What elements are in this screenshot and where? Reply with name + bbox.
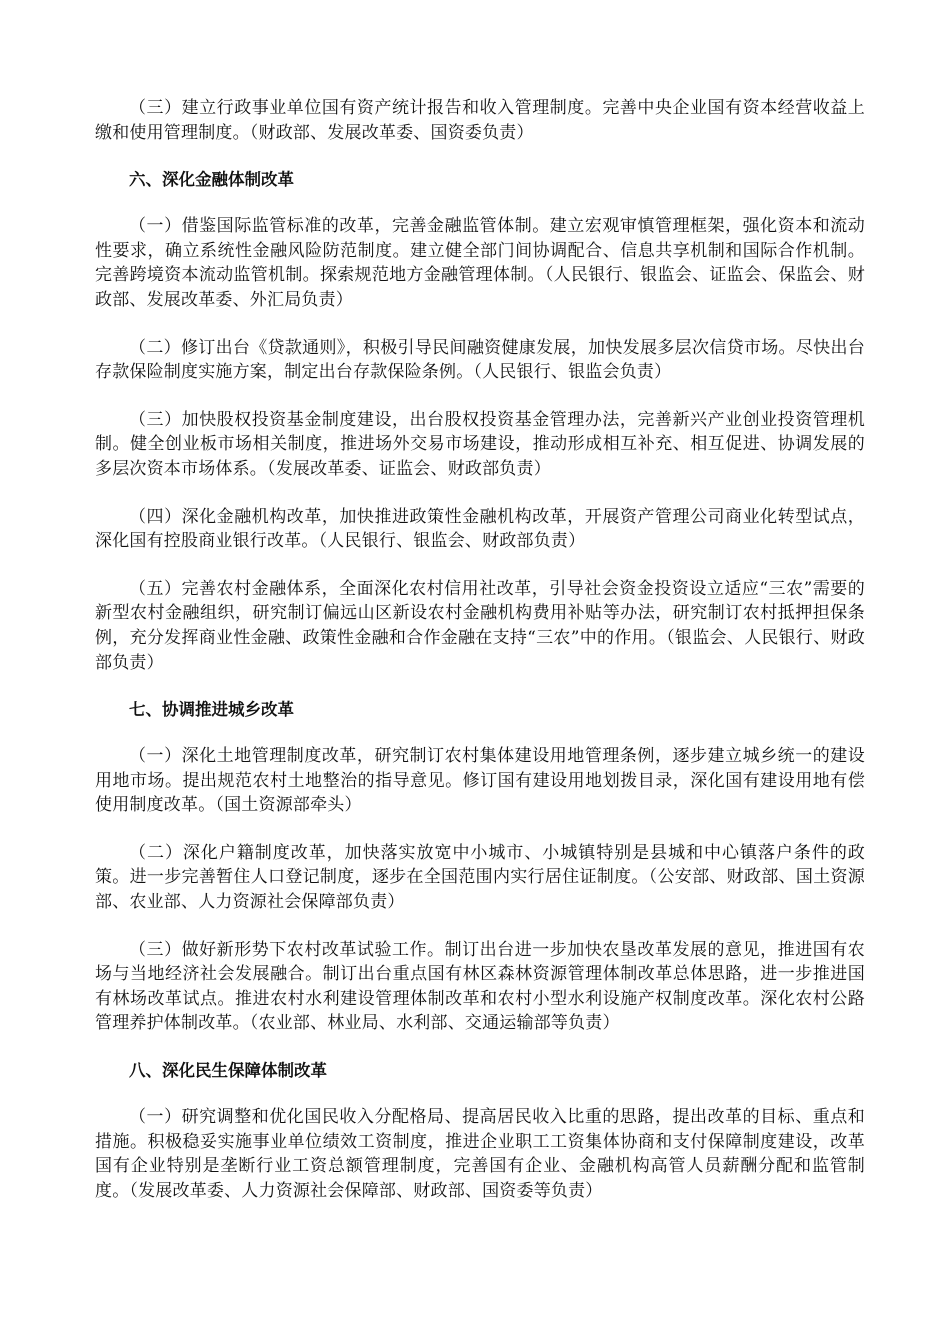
paragraph-financial-institutions: （四）深化金融机构改革，加快推进政策性金融机构改革，开展资产管理公司商业化转型试点，深化国有控股商业银行改革。（人民银行、银监会、财政部负责） <box>95 506 865 552</box>
section-heading-livelihood-reform: 八、深化民生保障体制改革 <box>129 1061 327 1081</box>
section-heading-urban-rural-reform: 七、协调推进城乡改革 <box>129 700 294 720</box>
document-page <box>95 96 865 1226</box>
paragraph-rural-reform-pilot: （三）做好新形势下农村改革试验工作。制订出台进一步加快农垦改革发展的意见，推进国有农场与当地经济社会发展融合。制订出台重点国有林区森林资源管理体制改革总体思路，进一步推进国有林场改革试点。推进农村水利建设管理体制改革和农村小型水利设施产权制度改革。深化农村公路管理养护体制改革。（农业部、林业局、水利部、交通运输部等负责） <box>95 939 865 1034</box>
paragraph-income-distribution: （一）研究调整和优化国民收入分配格局、提高居民收入比重的思路，提出改革的目标、重点和措施。积极稳妥实施事业单位绩效工资制度，推进企业职工工资集体协商和支付保障制度建设，改革国有企业特别是垄断行业工资总额管理制度，完善国有企业、金融机构高管人员薪酬分配和监管制度。（发展改革委、人力资源社会保障部、财政部、国资委等负责） <box>95 1107 865 1201</box>
paragraph-household-registration: （二）深化户籍制度改革，加快落实放宽中小城市、小城镇特别是县城和中心镇落户条件的政策。进一步完善暂住人口登记制度，逐步在全国范围内实行居住证制度。（公安部、财政部、国土资源部、农业部、人力资源社会保障部负责） <box>95 842 865 913</box>
section-heading-financial-reform: 六、深化金融体制改革 <box>129 170 294 190</box>
paragraph-financial-supervision: （一）借鉴国际监管标准的改革，完善金融监管体制。建立宏观审慎管理框架，强化资本和流动性要求，确立系统性金融风险防范制度。建立健全部门间协调配合、信息共享机制和国际合作机制。完善跨境资本流动监管机制。探索规范地方金融管理体制。（人民银行、银监会、证监会、保监会、财政部、发展改革委、外汇局负责） <box>95 216 865 310</box>
paragraph-land-management: （一）深化土地管理制度改革，研究制订农村集体建设用地管理条例，逐步建立城乡统一的建设用地市场。提出规范农村土地整治的指导意见。修订国有建设用地划拨目录，深化国有建设用地有偿使用制度改革。（国土资源部牵头） <box>95 746 865 816</box>
paragraph-loan-rules: （二）修订出台《贷款通则》，积极引导民间融资健康发展，加快发展多层次信贷市场。尽快出台存款保险制度实施方案，制定出台存款保险条例。（人民银行、银监会负责） <box>95 337 865 383</box>
paragraph-equity-investment-funds: （三）加快股权投资基金制度建设，出台股权投资基金管理办法，完善新兴产业创业投资管理机制。健全创业板市场相关制度，推进场外交易市场建设，推动形成相互补充、相互促进、协调发展的多层次资本市场体系。（发展改革委、证监会、财政部负责） <box>95 409 865 479</box>
paragraph-state-assets-reporting: （三）建立行政事业单位国有资产统计报告和收入管理制度。完善中央企业国有资本经营收益上缴和使用管理制度。（财政部、发展改革委、国资委负责） <box>95 98 865 143</box>
paragraph-rural-finance: （五）完善农村金融体系，全面深化农村信用社改革，引导社会资金投资设立适应“三农”需要的新型农村金融组织，研究制订偏远山区新设农村金融机构费用补贴等办法，研究制订农村抵押担保条例，充分发挥商业性金融、政策性金融和合作金融在支持“三农”中的作用。（银监会、人民银行、财政部负责） <box>95 578 865 673</box>
